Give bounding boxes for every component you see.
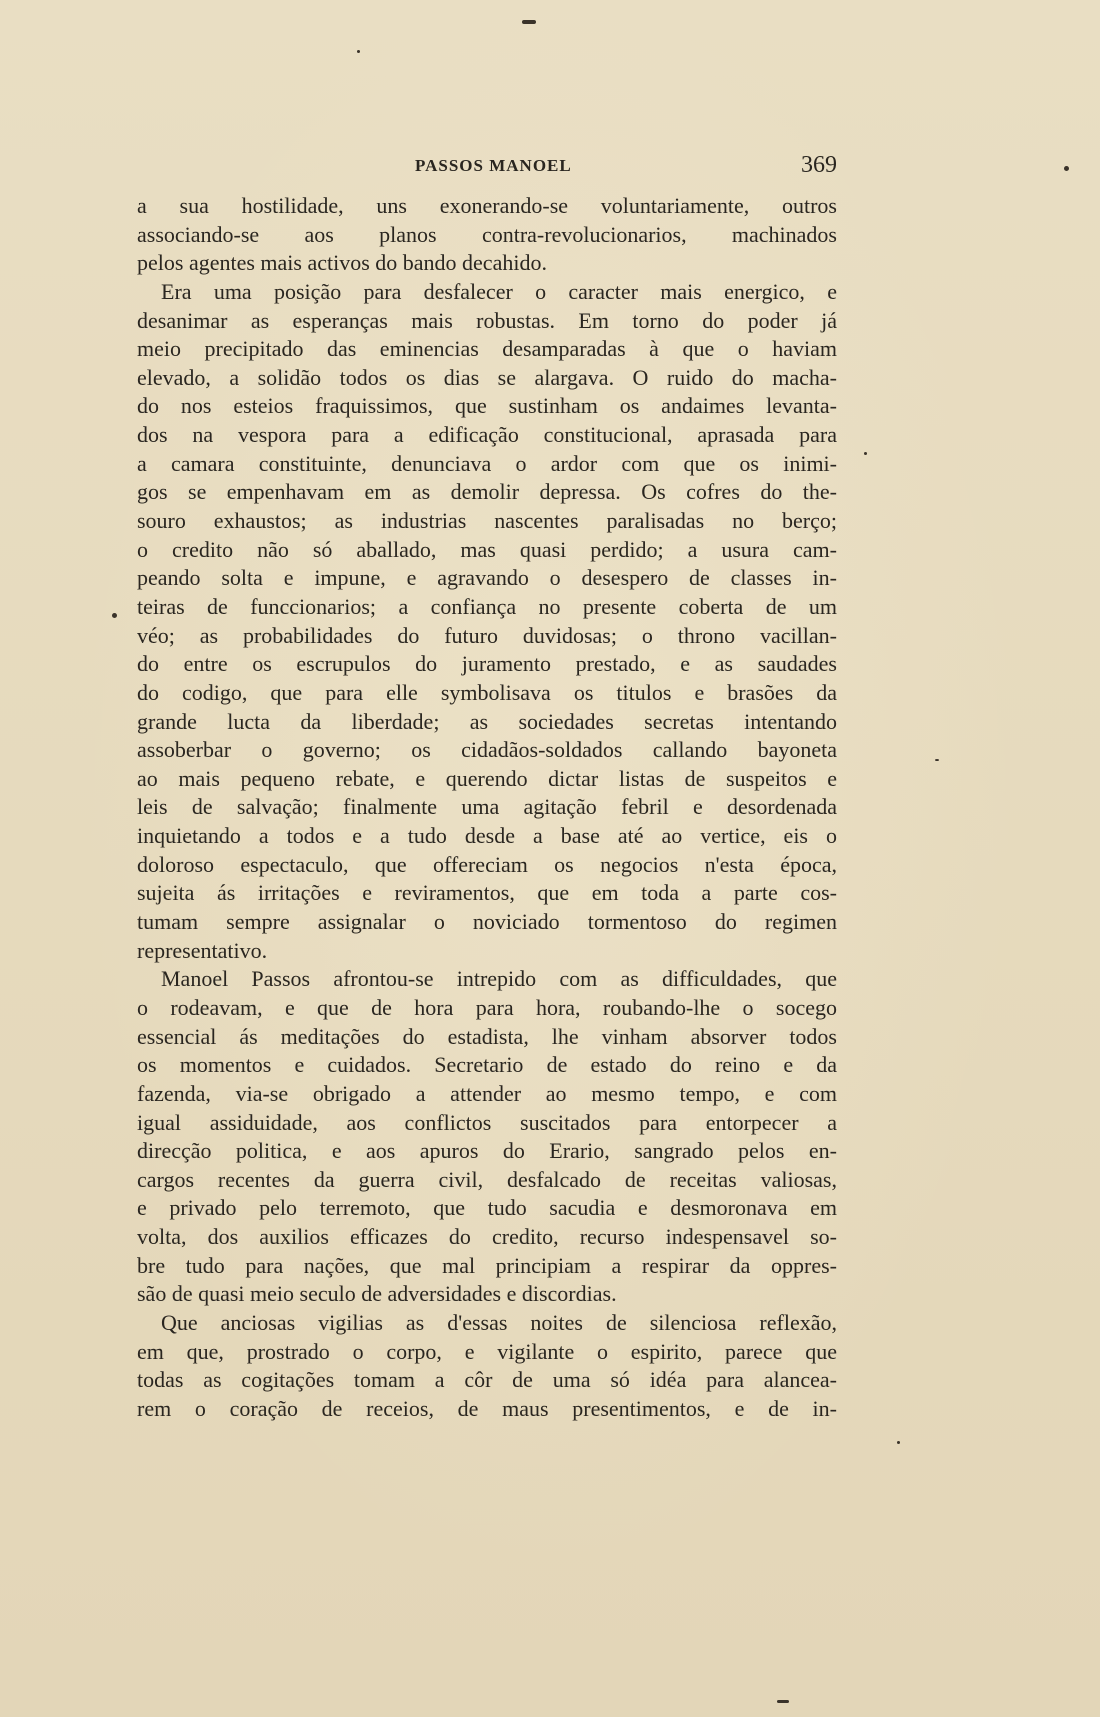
text-line: direcção politica, e aos apuros do Erario, sangrado pelos en-	[137, 1138, 837, 1164]
text-line: essencial ás meditações do estadista, lhe vinham absorver todos	[137, 1023, 837, 1049]
text-line: desanimar as esperanças mais robustas. Em torno do poder já	[137, 307, 837, 333]
text-line: os momentos e cuidados. Secretario de estado do reino e da	[137, 1052, 837, 1078]
paper-speck	[522, 20, 536, 24]
text-line: fazenda, via-se obrigado a attender ao mesmo tempo, e com	[137, 1080, 837, 1106]
page-header	[137, 152, 837, 182]
paper-speck	[357, 50, 360, 53]
text-line: souro exhaustos; as industrias nascentes paralisadas no berço;	[137, 508, 837, 534]
running-head: PASSOS MANOEL	[415, 156, 572, 175]
text-line: representativo.	[137, 937, 268, 963]
text-line: assoberbar o governo; os cidadãos-soldados callando bayoneta	[137, 737, 837, 763]
paper-speck	[112, 613, 117, 618]
text-line: leis de salvação; finalmente uma agitação febril e desordenada	[137, 794, 837, 820]
text-line: do entre os escrupulos do juramento prestado, e as saudades	[137, 651, 837, 677]
text-line: meio precipitado das eminencias desamparadas à que o haviam	[137, 336, 837, 362]
paper-speck	[935, 759, 939, 761]
body-text	[137, 192, 837, 1424]
text-line: rem o coração de receios, de maus presentimentos, e de in-	[137, 1395, 837, 1421]
text-line: igual assiduidade, aos conflictos suscitados para entorpecer a	[137, 1109, 837, 1135]
text-line: gos se empenhavam em as demolir depressa. Os cofres do the-	[137, 479, 837, 505]
text-line: a sua hostilidade, uns exonerando-se voluntariamente, outros	[137, 193, 837, 218]
text-line: grande lucta da liberdade; as sociedades secretas intentando	[137, 708, 837, 734]
paper-speck	[777, 1700, 789, 1703]
text-line: a camara constituinte, denunciava o ardor com que os inimi-	[137, 450, 837, 476]
text-line: o credito não só aballado, mas quasi perdido; a usura cam-	[137, 536, 837, 562]
text-line: inquietando a todos e a tudo desde a base até ao vertice, eis o	[137, 823, 837, 849]
text-line: véo; as probabilidades do futuro duvidosas; o throno vacillan-	[137, 622, 837, 648]
text-line: Que anciosas vigilias as d'essas noites de silenciosa reflexão,	[161, 1309, 837, 1335]
text-line: tumam sempre assignalar o noviciado tormentoso do regimen	[137, 909, 837, 935]
paper-speck	[1064, 166, 1069, 171]
text-line: ao mais pequeno rebate, e querendo dictar listas de suspeitos e	[137, 765, 837, 791]
text-line: do nos esteios fraquissimos, que sustinham os andaimes levanta-	[137, 393, 837, 419]
text-line: sujeita ás irritações e reviramentos, que em toda a parte cos-	[137, 880, 837, 906]
text-line: volta, dos auxilios efficazes do credito, recurso indespensavel so-	[137, 1224, 837, 1250]
text-line: em que, prostrado o corpo, e vigilante o espirito, parece que	[137, 1338, 837, 1364]
text-line: teiras de funccionarios; a confiança no presente coberta de um	[137, 593, 837, 619]
text-line: dos na vespora para a edificação constitucional, aprasada para	[137, 422, 837, 448]
text-line: o rodeavam, e que de hora para hora, roubando-lhe o socego	[137, 994, 837, 1020]
paper-speck	[864, 452, 867, 455]
text-line: bre tudo para nações, que mal principiam a respirar da oppres-	[137, 1252, 837, 1278]
text-line: peando solta e impune, e agravando o desespero de classes in-	[137, 565, 837, 591]
text-line: todas as cogitações tomam a côr de uma só idéa para alancea-	[137, 1367, 837, 1393]
page-number: 369	[801, 152, 837, 178]
text-line: são de quasi meio seculo de adversidades e discordias.	[137, 1281, 617, 1307]
text-line: Era uma posição para desfalecer o caracter mais energico, e	[161, 278, 837, 304]
text-line: elevado, a solidão todos os dias se alargava. O ruido do macha-	[137, 364, 837, 390]
paper-speck	[897, 1441, 900, 1444]
text-line: doloroso espectaculo, que offereciam os negocios n'esta época,	[137, 851, 837, 877]
text-line: Manoel Passos afrontou-se intrepido com as difficuldades, que	[161, 966, 837, 992]
text-line: associando-se aos planos contra-revolucionarios, machinados	[137, 221, 837, 247]
text-line: e privado pelo terremoto, que tudo sacudia e desmoronava em	[137, 1195, 837, 1221]
text-line: do codigo, que para elle symbolisava os titulos e brasões da	[137, 679, 837, 705]
text-line: pelos agentes mais activos do bando decahido.	[137, 250, 547, 276]
text-line: cargos recentes da guerra civil, desfalcado de receitas valiosas,	[137, 1166, 837, 1192]
